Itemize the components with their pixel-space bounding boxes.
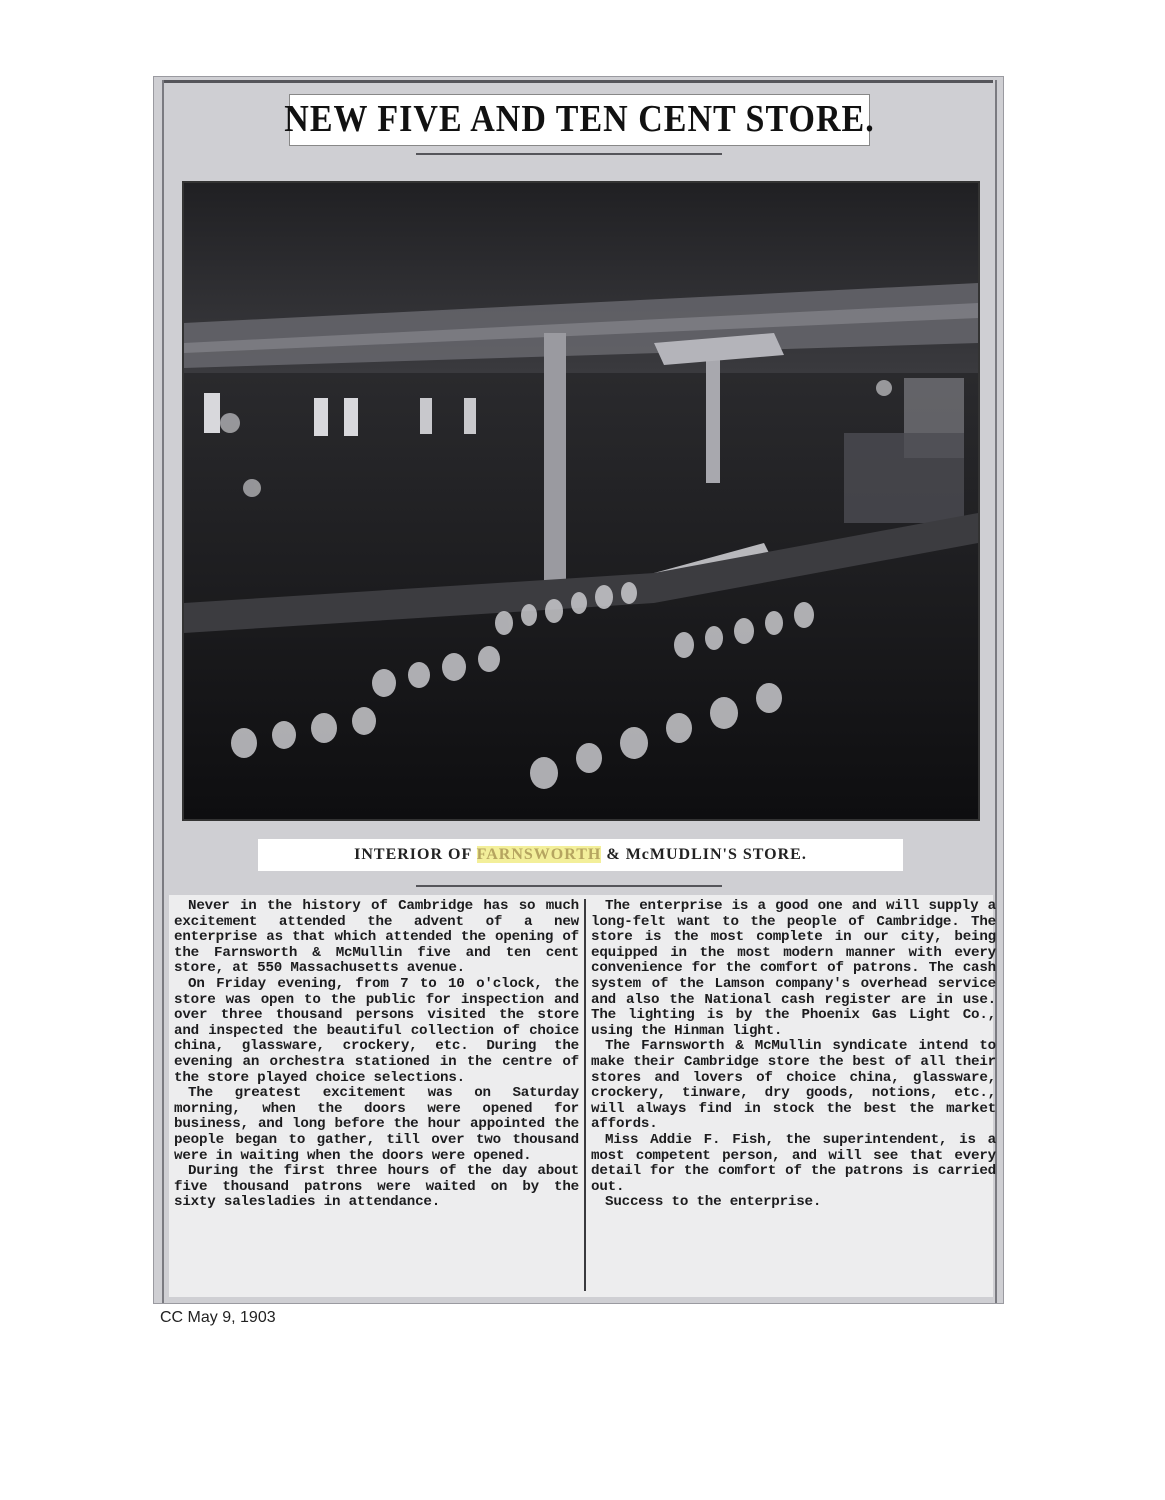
column-divider	[584, 899, 586, 1291]
newspaper-clipping	[153, 76, 1004, 1304]
article-paragraph: Miss Addie F. Fish, the superintendent, is a most competent person, and will see that every detail for the comfort of the patrons is carried out.	[591, 1131, 996, 1195]
caption-highlighted-word: FARNSWORTH	[476, 846, 602, 863]
article-left-column	[174, 899, 579, 1211]
caption-prefix: INTERIOR OF	[354, 846, 472, 863]
store-interior-photo	[182, 181, 980, 821]
top-rule	[164, 80, 993, 83]
caption-underline-rule	[416, 885, 722, 887]
photo-caption	[354, 846, 807, 864]
article-paragraph: Success to the enterprise.	[605, 1194, 822, 1211]
article-paragraph: During the first three hours of the day about five thousand patrons were waited on by the sixty salesladies in attendance.	[174, 1163, 579, 1211]
caption-suffix: & McMUDLIN'S STORE.	[606, 846, 807, 863]
source-credit: CC May 9, 1903	[160, 1309, 276, 1326]
headline-underline-rule	[416, 153, 722, 155]
article-paragraph: On Friday evening, from 7 to 10 o'clock, the store was open to the public for inspection and over three thousand persons visited the store and inspected the beautiful collection of choice china, glassware, crockery, etc. During the evening an orchestra stationed in the centre of the store played choice selections.	[174, 975, 579, 1086]
headline-box	[284, 94, 875, 146]
article-paragraph: The Farnsworth & McMullin syndicate intend to make their Cambridge store the best of all their stores and lovers of choice china, glassware, crockery, tinware, dry goods, notions, etc., will always find in stock the best the market affords.	[591, 1038, 996, 1133]
article-paragraph: The enterprise is a good one and will supply a long-felt want to the people of Cambridge. The store is the most complete in our city, being equipped in the most modern manner with every convenience for the comfort of patrons. The cash system of the Lamson company's overhead service and also the National cash register are in use. The lighting is by the Phoenix Gas Light Co., using the Hinman light.	[591, 898, 996, 1039]
article-right-column	[591, 899, 996, 1211]
photo-caption-box	[258, 839, 903, 871]
left-border-rule	[162, 80, 164, 1303]
headline: NEW FIVE AND TEN CENT STORE.	[284, 98, 875, 141]
article-paragraph: The greatest excitement was on Saturday morning, when the doors were opened for business, and long before the hour appointed the people began to gather, till over two thousand were in waiting when the doors were opened.	[174, 1085, 579, 1164]
store-interior-illustration	[184, 183, 978, 819]
article-body	[169, 895, 996, 1297]
article-paragraph: Never in the history of Cambridge has so much excitement attended the advent of a new enterprise as that which attended the opening of the Farnsworth & McMullin five and ten cent store, at 550 Massachusetts avenue.	[174, 898, 579, 977]
